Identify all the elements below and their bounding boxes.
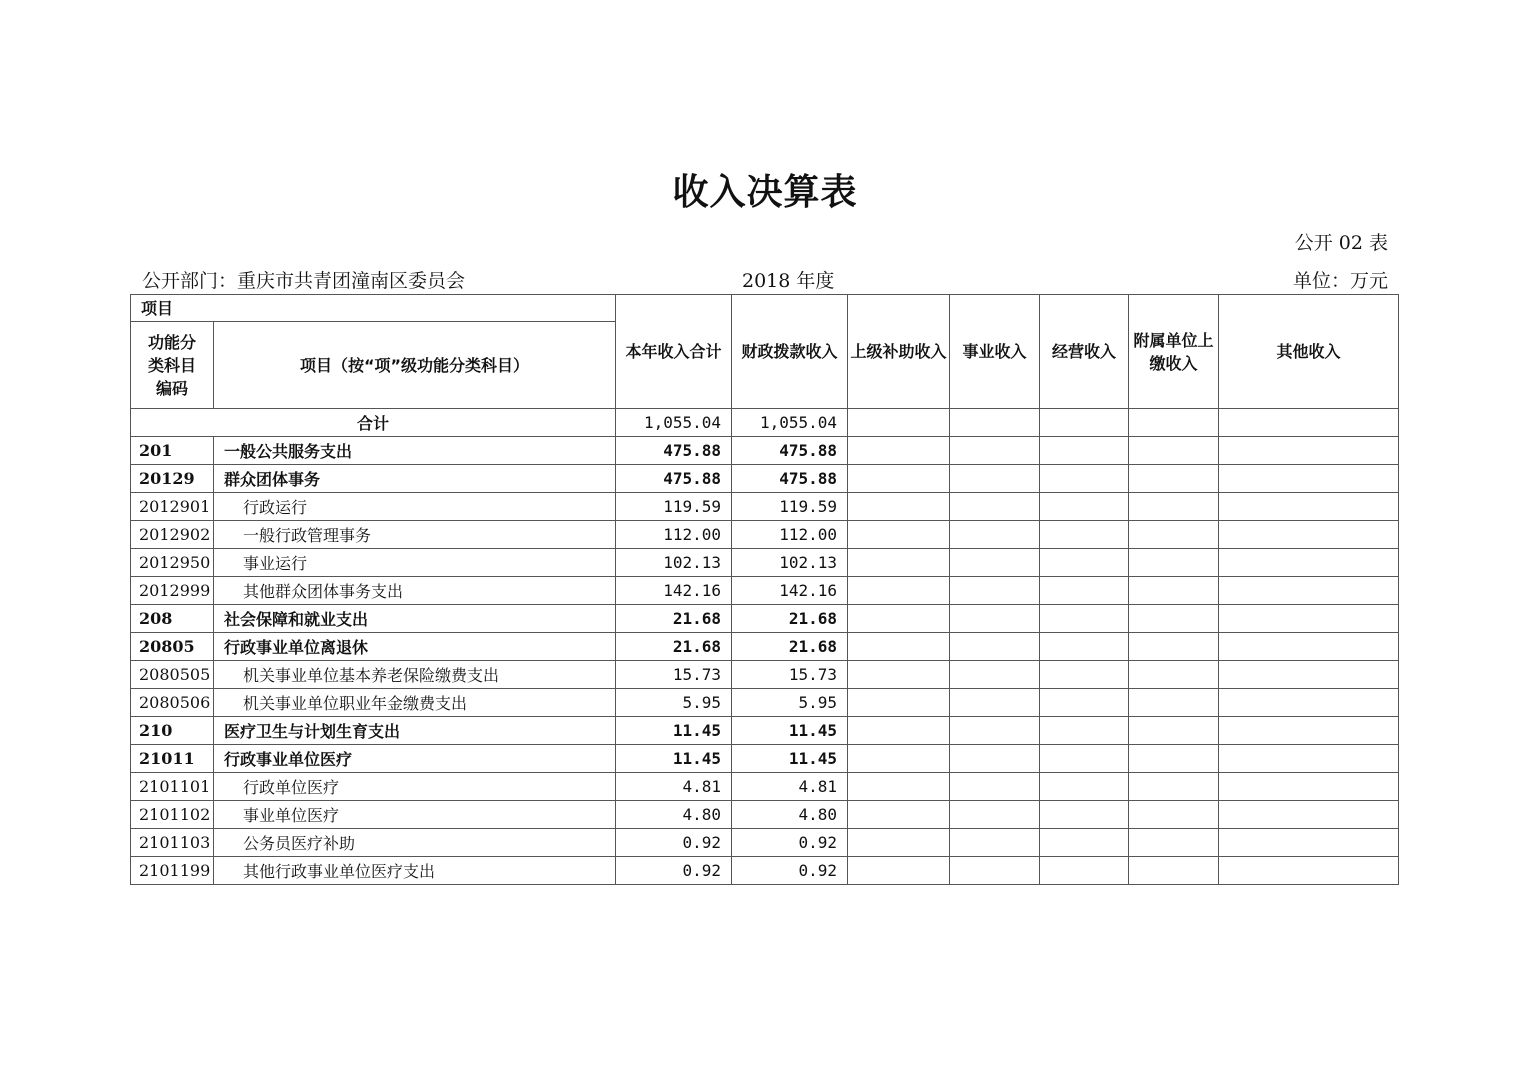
row-fiscal: 112.00 <box>732 521 848 549</box>
row-fiscal: 4.80 <box>732 801 848 829</box>
empty-cell <box>1129 549 1219 577</box>
row-total-income: 475.88 <box>616 465 732 493</box>
empty-cell <box>848 773 950 801</box>
table-row <box>131 437 1399 465</box>
row-code: 20129 <box>131 465 214 493</box>
header-item-name: 项目（按“项”级功能分类科目） <box>214 322 616 409</box>
empty-cell <box>950 437 1040 465</box>
row-fiscal: 11.45 <box>732 745 848 773</box>
empty-cell <box>1040 577 1129 605</box>
empty-cell <box>848 689 950 717</box>
row-fiscal: 11.45 <box>732 717 848 745</box>
empty-cell <box>848 493 950 521</box>
empty-cell <box>1219 633 1399 661</box>
empty-cell <box>1219 465 1399 493</box>
row-total-income: 112.00 <box>616 521 732 549</box>
header-row-1 <box>131 295 1399 322</box>
empty-cell <box>950 409 1040 437</box>
total-label: 合计 <box>131 409 616 437</box>
empty-cell <box>950 801 1040 829</box>
unit-label: 单位：万元 <box>1292 270 1388 292</box>
header-fiscal: 财政拨款收入 <box>732 295 848 409</box>
row-code: 2012901 <box>131 493 214 521</box>
row-fiscal: 15.73 <box>732 661 848 689</box>
row-name: 行政运行 <box>214 493 616 521</box>
row-total-income: 11.45 <box>616 717 732 745</box>
empty-cell <box>1040 661 1129 689</box>
row-total-income: 102.13 <box>616 549 732 577</box>
row-code: 210 <box>131 717 214 745</box>
row-code: 2080506 <box>131 689 214 717</box>
empty-cell <box>1040 437 1129 465</box>
table-row <box>131 521 1399 549</box>
empty-cell <box>1219 773 1399 801</box>
table-row <box>131 717 1399 745</box>
row-total-income: 119.59 <box>616 493 732 521</box>
empty-cell <box>1219 689 1399 717</box>
table-row <box>131 605 1399 633</box>
total-row <box>131 409 1399 437</box>
total-fiscal-value: 1,055.04 <box>732 409 848 437</box>
empty-cell <box>950 745 1040 773</box>
empty-cell <box>1040 465 1129 493</box>
row-name: 行政事业单位离退休 <box>214 633 616 661</box>
table-row <box>131 857 1399 885</box>
empty-cell <box>1040 745 1129 773</box>
header-affiliated: 附属单位上缴收入 <box>1129 295 1219 409</box>
empty-cell <box>1219 717 1399 745</box>
row-fiscal: 4.81 <box>732 773 848 801</box>
row-code: 2080505 <box>131 661 214 689</box>
row-total-income: 15.73 <box>616 661 732 689</box>
row-fiscal: 0.92 <box>732 857 848 885</box>
row-fiscal: 475.88 <box>732 437 848 465</box>
table-row <box>131 633 1399 661</box>
empty-cell <box>950 605 1040 633</box>
row-code: 2101102 <box>131 801 214 829</box>
header-total-income: 本年收入合计 <box>616 295 732 409</box>
empty-cell <box>1040 717 1129 745</box>
row-total-income: 0.92 <box>616 857 732 885</box>
empty-cell <box>848 437 950 465</box>
row-total-income: 475.88 <box>616 437 732 465</box>
income-table <box>130 294 1399 885</box>
empty-cell <box>950 633 1040 661</box>
table-row <box>131 745 1399 773</box>
row-name: 群众团体事务 <box>214 465 616 493</box>
empty-cell <box>1040 605 1129 633</box>
row-fiscal: 142.16 <box>732 577 848 605</box>
empty-cell <box>1129 857 1219 885</box>
empty-cell <box>950 549 1040 577</box>
row-total-income: 142.16 <box>616 577 732 605</box>
row-name: 一般公共服务支出 <box>214 437 616 465</box>
page-title: 收入决算表 <box>672 172 858 213</box>
empty-cell <box>1219 409 1399 437</box>
row-code: 2012999 <box>131 577 214 605</box>
row-total-income: 4.81 <box>616 773 732 801</box>
empty-cell <box>848 633 950 661</box>
table-row <box>131 549 1399 577</box>
year-label: 2018 年度 <box>742 270 835 292</box>
row-name: 机关事业单位基本养老保险缴费支出 <box>214 661 616 689</box>
row-name: 事业运行 <box>214 549 616 577</box>
empty-cell <box>950 829 1040 857</box>
empty-cell <box>1129 689 1219 717</box>
row-code: 2012902 <box>131 521 214 549</box>
empty-cell <box>1129 801 1219 829</box>
empty-cell <box>1040 549 1129 577</box>
empty-cell <box>1219 521 1399 549</box>
empty-cell <box>1040 493 1129 521</box>
empty-cell <box>1129 521 1219 549</box>
empty-cell <box>1129 829 1219 857</box>
empty-cell <box>1040 773 1129 801</box>
empty-cell <box>848 521 950 549</box>
empty-cell <box>848 801 950 829</box>
empty-cell <box>1129 465 1219 493</box>
row-name: 公务员医疗补助 <box>214 829 616 857</box>
row-fiscal: 0.92 <box>732 829 848 857</box>
empty-cell <box>1129 493 1219 521</box>
empty-cell <box>848 661 950 689</box>
empty-cell <box>1219 493 1399 521</box>
empty-cell <box>1219 829 1399 857</box>
empty-cell <box>950 773 1040 801</box>
empty-cell <box>848 465 950 493</box>
empty-cell <box>950 689 1040 717</box>
empty-cell <box>1129 745 1219 773</box>
empty-cell <box>950 857 1040 885</box>
header-project: 项目 <box>131 295 616 322</box>
empty-cell <box>1219 577 1399 605</box>
row-code: 2101101 <box>131 773 214 801</box>
empty-cell <box>1129 437 1219 465</box>
empty-cell <box>848 577 950 605</box>
total-income-value: 1,055.04 <box>616 409 732 437</box>
table-row <box>131 829 1399 857</box>
header-func-code: 功能分类科目编码 <box>131 322 214 409</box>
row-total-income: 21.68 <box>616 605 732 633</box>
table-row <box>131 801 1399 829</box>
row-code: 21011 <box>131 745 214 773</box>
empty-cell <box>1219 801 1399 829</box>
empty-cell <box>1040 409 1129 437</box>
header-operating: 经营收入 <box>1040 295 1129 409</box>
row-total-income: 21.68 <box>616 633 732 661</box>
table-row <box>131 465 1399 493</box>
row-name: 事业单位医疗 <box>214 801 616 829</box>
row-code: 201 <box>131 437 214 465</box>
empty-cell <box>950 717 1040 745</box>
empty-cell <box>848 717 950 745</box>
empty-cell <box>1040 857 1129 885</box>
empty-cell <box>1219 745 1399 773</box>
table-tag: 公开 02 表 <box>1294 232 1388 254</box>
empty-cell <box>1129 717 1219 745</box>
empty-cell <box>1040 801 1129 829</box>
row-name: 社会保障和就业支出 <box>214 605 616 633</box>
empty-cell <box>1040 633 1129 661</box>
header-superior-subsidy: 上级补助收入 <box>848 295 950 409</box>
row-name: 行政事业单位医疗 <box>214 745 616 773</box>
empty-cell <box>1219 661 1399 689</box>
empty-cell <box>1129 661 1219 689</box>
empty-cell <box>1219 437 1399 465</box>
row-fiscal: 475.88 <box>732 465 848 493</box>
empty-cell <box>1129 633 1219 661</box>
empty-cell <box>848 409 950 437</box>
empty-cell <box>1129 577 1219 605</box>
row-name: 机关事业单位职业年金缴费支出 <box>214 689 616 717</box>
empty-cell <box>950 521 1040 549</box>
row-total-income: 11.45 <box>616 745 732 773</box>
empty-cell <box>1219 857 1399 885</box>
table-row <box>131 493 1399 521</box>
empty-cell <box>848 605 950 633</box>
table-row <box>131 689 1399 717</box>
table-row <box>131 577 1399 605</box>
row-fiscal: 119.59 <box>732 493 848 521</box>
row-name: 其他行政事业单位医疗支出 <box>214 857 616 885</box>
empty-cell <box>1219 605 1399 633</box>
row-name: 一般行政管理事务 <box>214 521 616 549</box>
empty-cell <box>848 745 950 773</box>
empty-cell <box>950 577 1040 605</box>
row-code: 2101103 <box>131 829 214 857</box>
header-other: 其他收入 <box>1219 295 1399 409</box>
empty-cell <box>1219 549 1399 577</box>
row-total-income: 4.80 <box>616 801 732 829</box>
empty-cell <box>950 493 1040 521</box>
row-code: 2012950 <box>131 549 214 577</box>
row-fiscal: 21.68 <box>732 605 848 633</box>
empty-cell <box>950 465 1040 493</box>
header-business: 事业收入 <box>950 295 1040 409</box>
row-name: 其他群众团体事务支出 <box>214 577 616 605</box>
row-total-income: 0.92 <box>616 829 732 857</box>
empty-cell <box>848 857 950 885</box>
row-name: 行政单位医疗 <box>214 773 616 801</box>
row-code: 208 <box>131 605 214 633</box>
row-fiscal: 21.68 <box>732 633 848 661</box>
row-total-income: 5.95 <box>616 689 732 717</box>
table-row <box>131 773 1399 801</box>
empty-cell <box>1040 521 1129 549</box>
department-label: 公开部门：重庆市共青团潼南区委员会 <box>142 270 466 292</box>
table-row <box>131 661 1399 689</box>
row-code: 20805 <box>131 633 214 661</box>
empty-cell <box>1129 773 1219 801</box>
empty-cell <box>848 829 950 857</box>
row-fiscal: 102.13 <box>732 549 848 577</box>
row-name: 医疗卫生与计划生育支出 <box>214 717 616 745</box>
row-fiscal: 5.95 <box>732 689 848 717</box>
empty-cell <box>950 661 1040 689</box>
empty-cell <box>1040 829 1129 857</box>
empty-cell <box>1129 409 1219 437</box>
empty-cell <box>848 549 950 577</box>
row-code: 2101199 <box>131 857 214 885</box>
empty-cell <box>1040 689 1129 717</box>
empty-cell <box>1129 605 1219 633</box>
